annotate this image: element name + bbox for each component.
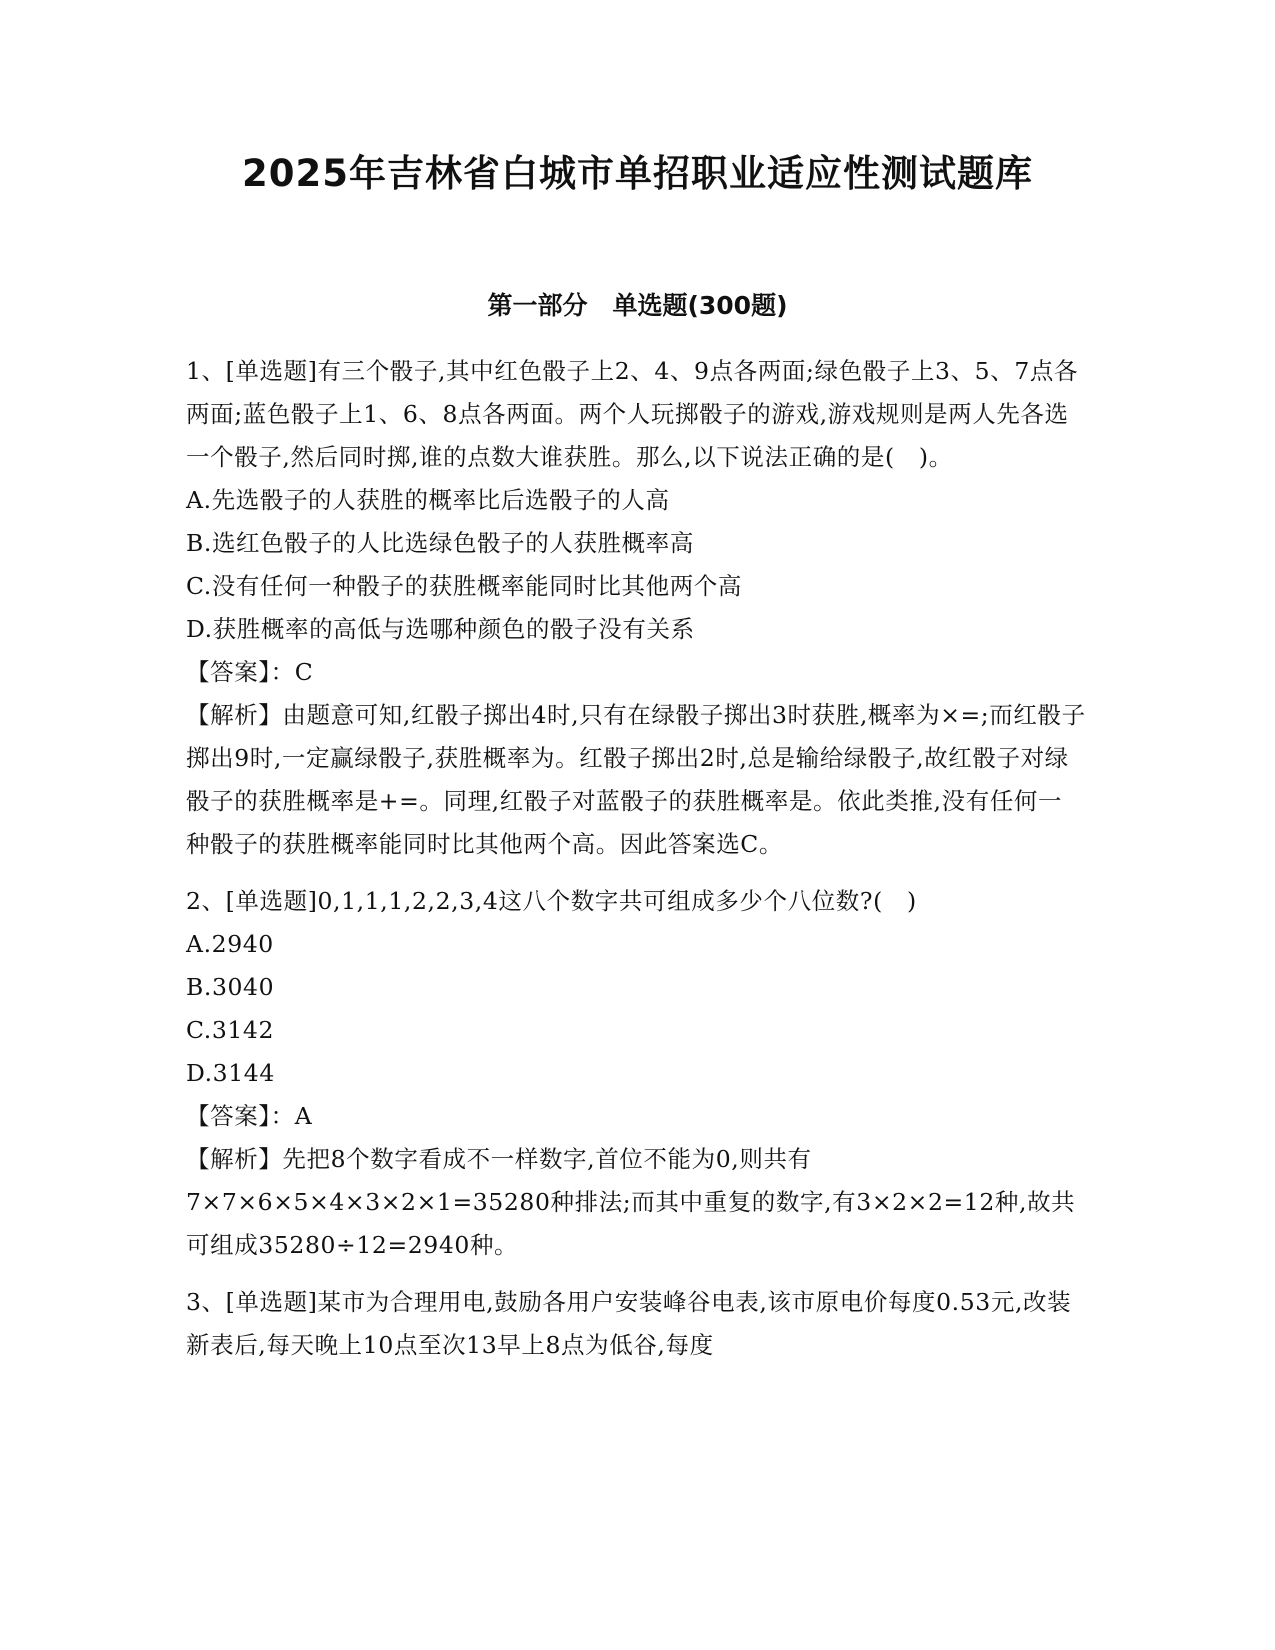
question-list (186, 350, 1086, 1381)
option-b: B.选红色骰子的人比选绿色骰子的人获胜概率高 (186, 529, 694, 557)
question-1 (186, 350, 1086, 866)
option-c: C.没有任何一种骰子的获胜概率能同时比其他两个高 (186, 572, 743, 600)
question-2 (186, 880, 1086, 1267)
analysis-text: 由题意可知,红骰子掷出4时,只有在绿骰子掷出3时获胜,概率为×=;而红骰子掷出9时,一定赢绿骰子,获胜概率为。红骰子掷出2时,总是输给绿骰子,故红骰子对绿骰子的获胜概率是+=。同理,红骰子对蓝骰子的获胜概率是。依此类推,没有任何一种骰子的获胜概率能同时比其他两个高。因此答案选C。 (186, 701, 1086, 858)
document-title: 2025年吉林省白城市单招职业适应性测试题库 (242, 152, 1033, 195)
answer-line (186, 1095, 1086, 1138)
question-stem: 2、[单选题]0,1,1,1,2,2,3,4这八个数字共可组成多少个八位数?( ) (186, 887, 917, 915)
analysis-label: 【解析】 (186, 701, 283, 729)
option-b: B.3040 (186, 973, 275, 1001)
question-stem: 1、[单选题]有三个骰子,其中红色骰子上2、4、9点各两面;绿色骰子上3、5、7点各两面;蓝色骰子上1、6、8点各两面。两个人玩掷骰子的游戏,游戏规则是两人先各选一个骰子,然后同时掷,谁的点数大谁获胜。那么,以下说法正确的是( )。 (186, 357, 1079, 471)
analysis-paragraph (186, 1138, 1086, 1267)
question-stem: 3、[单选题]某市为合理用电,鼓励各用户安装峰谷电表,该市原电价每度0.53元,改装新表后,每天晚上10点至次13早上8点为低谷,每度 (186, 1288, 1072, 1359)
answer-label: 【答案】 (186, 658, 271, 686)
option-d: D.3144 (186, 1059, 275, 1087)
option-a: A.2940 (186, 930, 274, 958)
question-3 (186, 1281, 1086, 1367)
section-title: 第一部分 单选题(300题) (487, 291, 788, 320)
option-a: A.先选骰子的人获胜的概率比后选骰子的人高 (186, 486, 670, 514)
answer-value: ：C (270, 658, 314, 686)
option-c: C.3142 (186, 1016, 275, 1044)
answer-label: 【答案】 (186, 1102, 271, 1130)
analysis-paragraph (186, 694, 1086, 866)
option-d: D.获胜概率的高低与选哪种颜色的骰子没有关系 (186, 615, 695, 643)
answer-value: ：A (270, 1102, 313, 1130)
analysis-text: 先把8个数字看成不一样数字,首位不能为0,则共有7×7×6×5×4×3×2×1=35280种排法;而其中重复的数字,有3×2×2=12种,故共可组成35280÷12=2940种。 (186, 1145, 1076, 1259)
analysis-label: 【解析】 (186, 1145, 283, 1173)
answer-line (186, 651, 1086, 694)
